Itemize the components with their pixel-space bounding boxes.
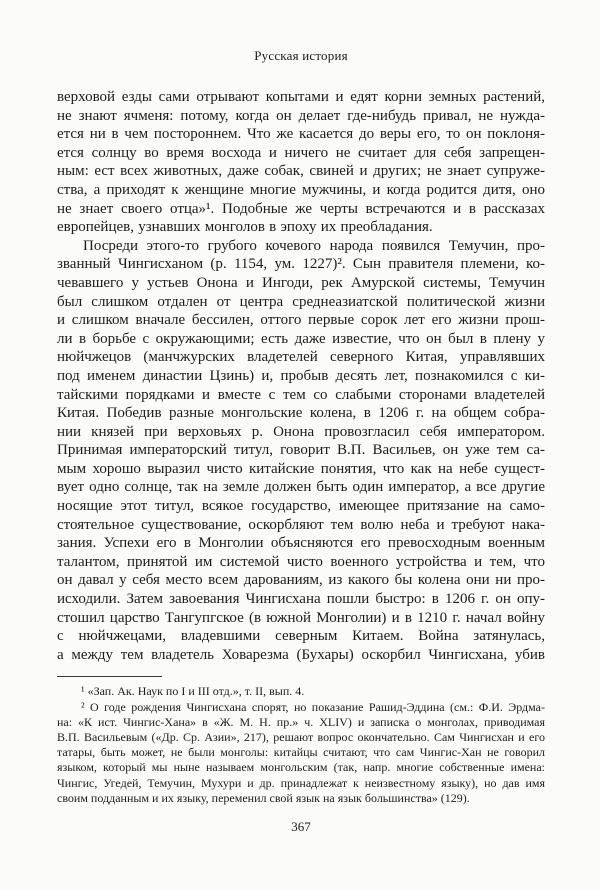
footnote-line: ¹ «Зап. Ак. Наук по I и III отд.», т. II, вып. 4. <box>81 684 305 699</box>
body-line: зания. Успехи его в Монголии объясняются его превосходным военным <box>57 535 545 552</box>
body-line: ства, а приходят к женщине многие мужчины, и когда родится дитя, оно <box>57 181 545 198</box>
body-line: верховой езды сами отрывают копытами и едят корни земных растений, <box>57 89 545 105</box>
body-text <box>57 88 545 664</box>
body-line: был слишком отдален от центра среднеазиатской политической жизни <box>57 293 545 310</box>
body-line: и слишком вначале бессилен, оттого первые сорок лет его жизни прош- <box>57 312 545 329</box>
body-line: Принимая императорский титул, говорит В.П. Васильев, он уже тем са- <box>57 442 545 459</box>
body-line: не знает своего отца»¹. Подобные же черты встречаются и в рассказах <box>57 200 545 217</box>
body-line: ли в борьбе с окружающими; есть даже известие, что он был в плену у <box>57 330 545 347</box>
body-line: стошил царство Тангупгское (в южной Монголии) и в 1210 г. начал войну <box>57 609 545 626</box>
body-line: с нюйчжецами, владевшими северным Китаем. Война затянулась, <box>57 628 545 645</box>
body-line: стоятельное существование, оскорбляют тем волю неба и требуют нака- <box>57 516 545 533</box>
body-line-paragraph-end: европейцев, узнавших монголов в эпоху их преобладания. <box>57 219 433 236</box>
footnote-line: ² О годе рождения Чингисхана спорят, но показание Рашид-Эддина (см.: Ф.И. Эрдма- <box>81 699 545 714</box>
body-line: а между тем владетель Ховарезма (Бухары) оскорбил Чингисхана, убив <box>57 646 545 663</box>
footnote-line: Чингис, Угедей, Темучин, Мухури и др. принадлежат к неизвестному языку), но дав имя <box>57 775 545 790</box>
body-line: ется солнцу во время восхода и ничего не считает для себя запрещен- <box>57 144 545 161</box>
body-line: ным: ест всех животных, даже собак, свиней и других; не знает супруже- <box>57 163 545 180</box>
body-line: званный Чингисханом (р. 1154, ум. 1227)². Сын правителя племени, ко- <box>57 256 545 273</box>
body-line-paragraph-start: Посреди этого-то грубого кочевого народа появился Темучин, про- <box>83 237 545 254</box>
body-line: вует одно солнце, так на земле должен быть один император, а все другие <box>57 479 545 496</box>
footnote-line: своим подданным и их языку, переменил свой язык на язык большинства» (129). <box>57 790 470 805</box>
body-line: он давал у себя место всем дарованиям, из какого бы колена они ни про- <box>57 572 545 589</box>
footnote-line: на: «К ист. Чингис-Хана» в «Ж. М. Н. пр.» ч. XLIV) и записка о монголах, приводимая <box>57 714 545 729</box>
footnote-line: языком, который мы ныне называем монгольским (так, напр. многие собственные имена: <box>57 760 545 775</box>
footnote-separator <box>57 676 162 677</box>
body-line: носящие этот титул, всякое государство, имеющее притязание на само- <box>57 498 545 515</box>
body-line: чевавшего у устьев Онона и Ингоди, рек Амурской системы, Темучин <box>57 274 545 291</box>
body-line: талантом, принятой им системой чисто военного устройства и тем, что <box>57 553 545 570</box>
page-number: 367 <box>291 819 311 835</box>
footnote-line: татары, быть может, не были монголы: китайцы считают, что сам Чингис-Хан не говорил <box>57 745 545 760</box>
body-line: Китая. Победив разные монгольские колена, в 1206 г. на общем собра- <box>57 405 545 422</box>
footnotes <box>57 684 545 806</box>
body-line: ется ни в чем постороннем. Что же касается до веры его, то он поклоня- <box>57 126 545 143</box>
running-header: Русская история <box>254 48 348 63</box>
body-line: тайскими порядками и вместе с тем со слабыми сторонами владетелей <box>57 386 545 403</box>
body-line: нюйчжецов (манчжурских владетелей северного Китая, управлявших <box>57 349 545 366</box>
body-line: мым хорошо выразил чисто китайские понятия, что как на небе сущест- <box>57 460 545 477</box>
footnote-line: В.П. Васильевым («Др. Ср. Азии», 217), решают вопрос окончательно. Сам Чингисхан и его <box>57 730 545 745</box>
body-line: под именем династии Цзинь) и, пробыв десять лет, познакомился с ки- <box>57 367 545 384</box>
body-line: нии князей при верховьях р. Онона провозгласил себя императором. <box>57 423 545 440</box>
body-line: не знают ячменя: потому, когда он делает где-нибудь привал, не нужда- <box>57 107 545 124</box>
body-line: исходили. Затем завоевания Чингисхана пошли быстро: в 1206 г. он опу- <box>57 591 545 608</box>
